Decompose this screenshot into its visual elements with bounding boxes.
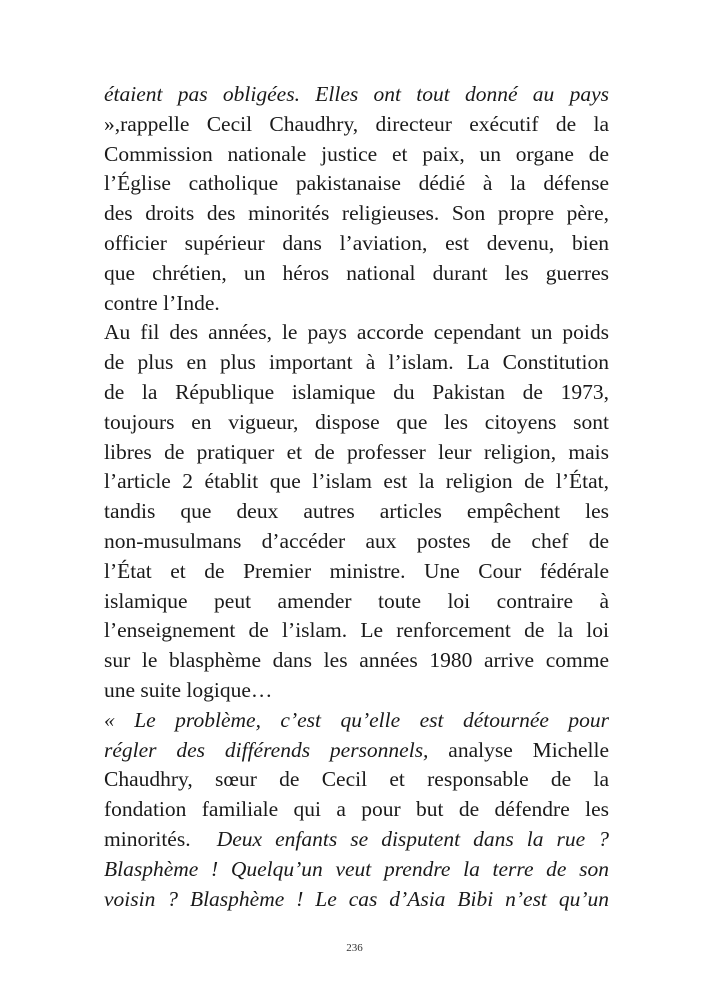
text-segment: une suite logique… xyxy=(104,677,273,702)
text-segment: islamique peut amender toute loi contraire à xyxy=(104,588,609,613)
text-segment: que chrétien, un héros national durant les guerres xyxy=(104,260,609,285)
text-segment: Commission nationale justice et paix, un organe de xyxy=(104,141,609,166)
text-line xyxy=(104,497,609,527)
text-line xyxy=(104,378,609,408)
text-line xyxy=(104,885,609,915)
italic-text-segment: Blasphème ! Quelqu’un veut prendre la terre de son xyxy=(104,856,609,881)
text-line xyxy=(104,438,609,468)
text-segment: de plus en plus important à l’islam. La Constitution xyxy=(104,350,609,375)
text-line xyxy=(104,527,609,557)
text-segment: contre l’Inde. xyxy=(104,290,220,315)
italic-text-segment: voisin ? Blasphème ! Le cas d’Asia Bibi n’est qu’un xyxy=(104,886,609,911)
text-segment: l’Église catholique pakistanaise dédié à la défense xyxy=(104,171,609,196)
text-segment: fondation familiale qui a pour but de défendre les xyxy=(104,797,609,822)
text-segment: minorités. xyxy=(104,826,217,851)
text-line xyxy=(104,706,609,736)
text-segment: l’enseignement de l’islam. Le renforcement de la loi xyxy=(104,618,609,643)
text-line xyxy=(104,408,609,438)
text-segment: toujours en vigueur, dispose que les citoyens sont xyxy=(104,409,609,434)
page-number: 236 xyxy=(346,942,363,954)
text-line xyxy=(104,229,609,259)
text-segment: Chaudhry, sœur de Cecil et responsable de la xyxy=(104,767,609,792)
text-line xyxy=(104,646,609,676)
text-line xyxy=(104,736,609,766)
text-line xyxy=(104,616,609,646)
text-segment: libres de pratiquer et de professer leur religion, mais xyxy=(104,439,609,464)
text-segment: de la République islamique du Pakistan de 1973, xyxy=(104,379,609,404)
text-line xyxy=(104,825,609,855)
text-segment: sur le blasphème dans les années 1980 arrive comme xyxy=(104,648,609,673)
text-line xyxy=(104,795,609,825)
text-line xyxy=(104,169,609,199)
text-line xyxy=(104,467,609,497)
text-line xyxy=(104,676,609,706)
text-line xyxy=(104,140,609,170)
text-segment: des droits des minorités religieuses. Son propre père, xyxy=(104,201,609,226)
text-segment: officier supérieur dans l’aviation, est devenu, bien xyxy=(104,230,609,255)
text-line xyxy=(104,765,609,795)
italic-text-segment: « Le problème, c’est qu’elle est détournée pour xyxy=(104,707,609,732)
text-segment: non-musulmans d’accéder aux postes de chef de xyxy=(104,528,609,553)
text-line xyxy=(104,855,609,885)
text-line xyxy=(104,110,609,140)
body-text xyxy=(104,80,609,914)
text-line xyxy=(104,587,609,617)
italic-text-segment: régler des différends personnels, xyxy=(104,737,429,762)
text-line xyxy=(104,80,609,110)
text-segment: »,rappelle Cecil Chaudhry, directeur exécutif de la xyxy=(104,111,609,136)
text-line xyxy=(104,348,609,378)
text-line xyxy=(104,289,609,319)
text-segment: l’article 2 établit que l’islam est la religion de l’État, xyxy=(104,469,609,494)
text-line xyxy=(104,318,609,348)
text-segment: analyse Michelle xyxy=(428,737,609,762)
italic-text-segment: étaient pas obligées. Elles ont tout donné au pays xyxy=(104,82,609,106)
text-line xyxy=(104,557,609,587)
text-line xyxy=(104,199,609,229)
italic-text-segment: Deux enfants se disputent dans la rue ? xyxy=(216,826,609,851)
text-segment: tandis que deux autres articles empêchent les xyxy=(104,499,609,524)
text-segment: l’État et de Premier ministre. Une Cour fédérale xyxy=(104,558,609,583)
text-segment: Au fil des années, le pays accorde cependant un poids xyxy=(104,320,609,345)
text-line xyxy=(104,259,609,289)
